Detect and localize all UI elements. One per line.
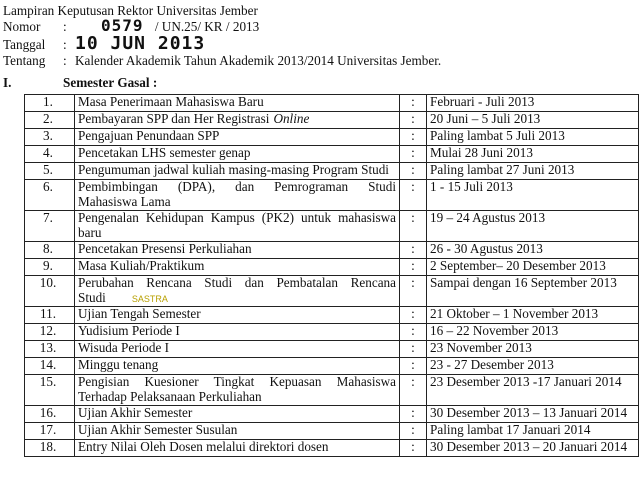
- row-activity: Ujian Akhir Semester Susulan: [75, 423, 400, 440]
- row-colon: :: [400, 163, 427, 180]
- row-colon: :: [400, 276, 427, 307]
- row-activity: Pengajuan Penundaan SPP: [75, 129, 400, 146]
- row-number: 10.: [25, 276, 75, 307]
- row-number: 5.: [25, 163, 75, 180]
- row-date: 30 Desember 2013 – 13 Januari 2014: [427, 406, 639, 423]
- calendar-table: [24, 94, 639, 457]
- row-date: Sampai dengan 16 September 2013: [427, 276, 639, 307]
- row-number: 8.: [25, 242, 75, 259]
- row-colon: :: [400, 259, 427, 276]
- row-number: 2.: [25, 112, 75, 129]
- row-date: 19 – 24 Agustus 2013: [427, 211, 639, 242]
- row-activity: Pencetakan LHS semester genap: [75, 146, 400, 163]
- row-colon: :: [400, 146, 427, 163]
- section-heading: [3, 75, 157, 91]
- nomor-label: Nomor: [3, 19, 41, 34]
- row-activity: Masa Penerimaan Mahasiswa Baru: [75, 95, 400, 112]
- tentang-colon: :: [63, 53, 67, 68]
- row-number: 17.: [25, 423, 75, 440]
- tanggal-stamp: 10 JUN 2013: [75, 33, 206, 54]
- nomor-colon: :: [63, 19, 67, 34]
- row-activity-line1: Perubahan Rencana Studi dan Pembatalan Rencana: [78, 275, 396, 290]
- row-activity-line2: baru: [78, 224, 102, 240]
- table-row: [25, 358, 639, 375]
- row-date: 30 Desember 2013 – 20 Januari 2014: [427, 440, 639, 457]
- row-number: 7.: [25, 211, 75, 242]
- row-date: 26 - 30 Agustus 2013: [427, 242, 639, 259]
- table-row: [25, 375, 639, 406]
- table-row: [25, 423, 639, 440]
- row-activity: [75, 276, 400, 307]
- table-row: [25, 180, 639, 211]
- row-activity: Pencetakan Presensi Perkuliahan: [75, 242, 400, 259]
- table-row: [25, 163, 639, 180]
- row-activity: Yudisium Periode I: [75, 324, 400, 341]
- row-activity: [75, 180, 400, 211]
- row-date: 20 Juni – 5 Juli 2013: [427, 112, 639, 129]
- row-activity: Entry Nilai Oleh Dosen melalui direktori dosen: [75, 440, 400, 457]
- row-date: 2 September– 20 Desember 2013: [427, 259, 639, 276]
- table-row: [25, 146, 639, 163]
- row-date: 21 Oktober – 1 November 2013: [427, 307, 639, 324]
- row-number: 1.: [25, 95, 75, 112]
- row-date: Mulai 28 Juni 2013: [427, 146, 639, 163]
- row-number: 6.: [25, 180, 75, 211]
- table-row: [25, 307, 639, 324]
- row-colon: :: [400, 375, 427, 406]
- table-row: [25, 242, 639, 259]
- row-number: 18.: [25, 440, 75, 457]
- tanggal-line: [3, 35, 205, 53]
- row-number: 11.: [25, 307, 75, 324]
- row-activity: Ujian Tengah Semester: [75, 307, 400, 324]
- row-number: 12.: [25, 324, 75, 341]
- row-activity-line2: Terhadap Pelaksanaan Perkuliahan: [78, 388, 262, 404]
- row-number: 4.: [25, 146, 75, 163]
- row-colon: :: [400, 307, 427, 324]
- row-colon: :: [400, 180, 427, 211]
- row-colon: :: [400, 129, 427, 146]
- row-date: 23 November 2013: [427, 341, 639, 358]
- row-activity-online: Online: [273, 111, 310, 126]
- row-activity-text: Pembayaran SPP dan Her Registrasi: [78, 111, 270, 126]
- nomor-stamp: 0579: [101, 16, 144, 35]
- section-title: Semester Gasal :: [63, 75, 158, 90]
- row-activity-line2: Mahasiswa Lama: [78, 193, 171, 209]
- table-row: [25, 406, 639, 423]
- row-activity: [75, 112, 400, 129]
- row-activity: Wisuda Periode I: [75, 341, 400, 358]
- row-number: 9.: [25, 259, 75, 276]
- row-number: 3.: [25, 129, 75, 146]
- table-row: [25, 276, 639, 307]
- tanggal-label: Tanggal: [3, 37, 46, 52]
- row-colon: :: [400, 324, 427, 341]
- row-activity-line1: Pengenalan Kehidupan Kampus (PK2) untuk mahasiswa: [78, 210, 396, 225]
- table-row: [25, 95, 639, 112]
- row-number: 16.: [25, 406, 75, 423]
- row-date: 23 Desember 2013 -17 Januari 2014: [427, 375, 639, 406]
- row-colon: :: [400, 341, 427, 358]
- row-number: 14.: [25, 358, 75, 375]
- sastra-mark: SASTRA: [131, 293, 168, 304]
- tentang-value: Kalender Akademik Tahun Akademik 2013/2014 Universitas Jember.: [75, 53, 442, 68]
- row-date: 16 – 22 November 2013: [427, 324, 639, 341]
- row-activity: [75, 375, 400, 406]
- row-number: 13.: [25, 341, 75, 358]
- table-row: [25, 259, 639, 276]
- table-row: [25, 129, 639, 146]
- row-colon: :: [400, 406, 427, 423]
- row-activity-line2: Studi: [78, 289, 106, 305]
- table-row: [25, 341, 639, 358]
- tanggal-colon: :: [63, 37, 67, 52]
- row-colon: :: [400, 358, 427, 375]
- tentang-line: [3, 52, 441, 69]
- row-colon: :: [400, 211, 427, 242]
- table-row: [25, 211, 639, 242]
- row-date: Februari - Juli 2013: [427, 95, 639, 112]
- row-activity: Masa Kuliah/Praktikum: [75, 259, 400, 276]
- row-activity: Pengumuman jadwal kuliah masing-masing Program Studi: [75, 163, 400, 180]
- row-date: Paling lambat 17 Januari 2014: [427, 423, 639, 440]
- row-date: Paling lambat 5 Juli 2013: [427, 129, 639, 146]
- table-row: [25, 112, 639, 129]
- row-date: 23 - 27 Desember 2013: [427, 358, 639, 375]
- table-row: [25, 324, 639, 341]
- section-number: I.: [3, 75, 12, 90]
- nomor-suffix: / UN.25/ KR / 2013: [154, 19, 260, 34]
- table-row: [25, 440, 639, 457]
- row-number: 15.: [25, 375, 75, 406]
- row-colon: :: [400, 95, 427, 112]
- row-activity-line1: Pengisian Kuesioner Tingkat Kepuasan Mahasiswa: [78, 374, 396, 389]
- document-title: Lampiran Keputusan Rektor Universitas Jember: [3, 3, 258, 18]
- row-colon: :: [400, 242, 427, 259]
- row-colon: :: [400, 440, 427, 457]
- tentang-label: Tentang: [3, 53, 46, 68]
- row-date: Paling lambat 27 Juni 2013: [427, 163, 639, 180]
- row-activity-line1: Pembimbingan (DPA), dan Pemrograman Studi: [78, 179, 396, 194]
- row-activity: [75, 211, 400, 242]
- row-activity: Ujian Akhir Semester: [75, 406, 400, 423]
- row-activity: Minggu tenang: [75, 358, 400, 375]
- row-date: 1 - 15 Juli 2013: [427, 180, 639, 211]
- row-colon: :: [400, 112, 427, 129]
- row-colon: :: [400, 423, 427, 440]
